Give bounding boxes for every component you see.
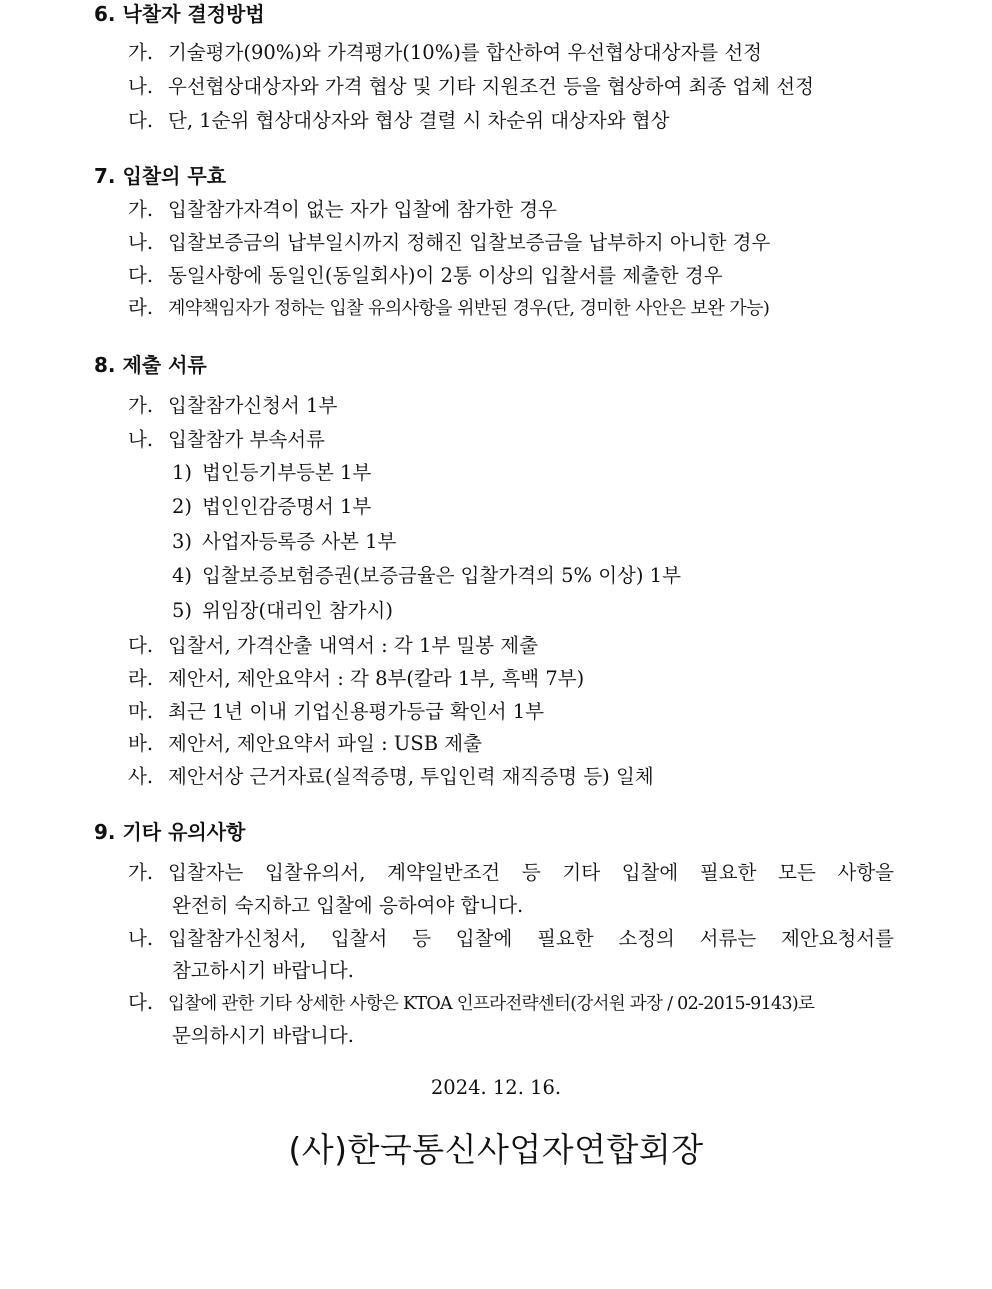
s8-item-ba: [128, 731, 898, 757]
item-text: 제안서상 근거자료(실적증명, 투입인력 재직증명 등) 일체: [168, 765, 654, 788]
s8-item-ra: [128, 666, 898, 692]
item-marker: 3): [172, 530, 193, 553]
s9-item-na-continuation: 참고하시기 바랍니다.: [172, 959, 354, 982]
item-marker: 1): [172, 461, 193, 484]
document-date: 2024. 12. 16.: [430, 1076, 562, 1099]
s6-item-na: [128, 74, 898, 100]
s7-item-na: [128, 230, 898, 256]
item-marker: 다.: [128, 109, 154, 132]
item-text: 단, 1순위 협상대상자와 협상 결렬 시 차순위 대상자와 협상: [168, 109, 670, 132]
item-marker: 가.: [128, 861, 154, 884]
item-marker: 라.: [128, 667, 154, 690]
s9-item-da-continuation: 문의하시기 바랍니다.: [172, 1024, 354, 1047]
s8-sub-item-3: [172, 529, 942, 555]
item-marker: 다.: [128, 264, 154, 287]
item-marker: 나.: [128, 428, 154, 451]
item-text: 법인인감증명서 1부: [202, 495, 372, 518]
item-text: 동일사항에 동일인(동일회사)이 2통 이상의 입찰서를 제출한 경우: [168, 264, 723, 287]
item-marker: 가.: [128, 394, 154, 417]
item-text: 입찰참가 부속서류: [168, 428, 325, 451]
item-text: 위임장(대리인 참가시): [202, 599, 393, 622]
section-6-heading: 6. 낙찰자 결정방법: [94, 2, 265, 26]
item-marker: 나.: [128, 231, 154, 254]
item-marker: 2): [172, 495, 193, 518]
item-marker: 나.: [128, 927, 154, 950]
item-marker: 마.: [128, 700, 154, 723]
item-marker: 나.: [128, 75, 154, 98]
s8-item-sa: [128, 764, 898, 790]
item-text: 우선협상대상자와 가격 협상 및 기타 지원조건 등을 협상하여 최종 업체 선정: [168, 75, 814, 98]
item-text: 기술평가(90%)와 가격평가(10%)를 합산하여 우선협상대상자를 선정: [168, 41, 762, 64]
s9-item-da: [128, 990, 898, 1017]
item-marker: 가.: [128, 198, 154, 221]
item-marker: 다.: [128, 991, 154, 1014]
item-text: 입찰서, 가격산출 내역서 : 각 1부 밀봉 제출: [168, 634, 538, 657]
s9-item-ga: [128, 860, 898, 886]
s6-item-ga: [128, 40, 898, 66]
item-text: 입찰참가자격이 없는 자가 입찰에 참가한 경우: [168, 198, 557, 221]
item-text: 입찰에 관한 기타 상세한 사항은 KTOA 인프라전략센터(강서원 과장 / 02-2015-9143)로: [168, 994, 815, 1014]
s8-sub-item-2: [172, 494, 942, 520]
item-text: 최근 1년 이내 기업신용평가등급 확인서 1부: [168, 700, 545, 723]
item-marker: 사.: [128, 765, 154, 788]
section-7-heading: 7. 입찰의 무효: [94, 164, 227, 188]
issuer-signature-line: (사)한국통신사업자연합회장: [288, 1130, 704, 1169]
s7-item-ga: [128, 197, 898, 223]
s8-item-da: [128, 633, 898, 659]
item-text: 사업자등록증 사본 1부: [202, 530, 397, 553]
item-text: 입찰자는 입찰유의서, 계약일반조건 등 기타 입찰에 필요한 모든 사항을: [168, 861, 894, 884]
s8-sub-item-5: [172, 598, 942, 624]
section-9-heading: 9. 기타 유의사항: [94, 820, 246, 844]
item-text: 법인등기부등본 1부: [202, 461, 372, 484]
s8-item-ga: [128, 393, 898, 419]
item-marker: 라.: [128, 296, 154, 319]
item-text: 제안서, 제안요약서 파일 : USB 제출: [168, 732, 482, 755]
item-marker: 다.: [128, 634, 154, 657]
item-marker: 가.: [128, 41, 154, 64]
item-text: 입찰보증금의 납부일시까지 정해진 입찰보증금을 납부하지 아니한 경우: [168, 231, 771, 254]
s7-item-da: [128, 263, 898, 289]
item-marker: 5): [172, 599, 193, 622]
section-8-heading: 8. 제출 서류: [94, 353, 207, 377]
item-marker: 4): [172, 564, 193, 587]
s6-item-da: [128, 108, 898, 134]
item-text: 계약책임자가 정하는 입찰 유의사항을 위반된 경우(단, 경미한 사안은 보완 가능): [168, 298, 770, 319]
item-text: 입찰보증보험증권(보증금율은 입찰가격의 5% 이상) 1부: [202, 564, 681, 587]
s9-item-ga-continuation: 완전히 숙지하고 입찰에 응하여야 합니다.: [172, 894, 524, 917]
item-text: 입찰참가신청서 1부: [168, 394, 338, 417]
s8-sub-item-4: [172, 563, 942, 589]
s8-item-na: [128, 427, 898, 453]
s8-sub-item-1: [172, 460, 942, 486]
s9-item-na: [128, 926, 898, 952]
item-text: 제안서, 제안요약서 : 각 8부(칼라 1부, 흑백 7부): [168, 667, 585, 690]
s7-item-ra: [128, 295, 898, 322]
item-text: 입찰참가신청서, 입찰서 등 입찰에 필요한 소정의 서류는 제안요청서를: [168, 927, 894, 950]
item-marker: 바.: [128, 732, 154, 755]
s8-item-ma: [128, 699, 898, 725]
